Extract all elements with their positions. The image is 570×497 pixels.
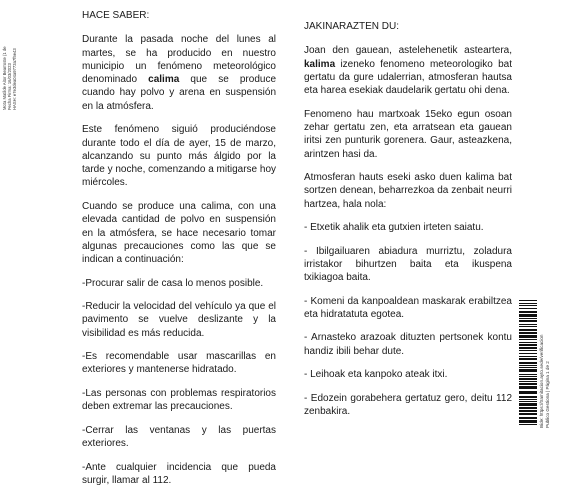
spanish-heading: HACE SABER: <box>82 10 150 21</box>
barcode-bar <box>519 410 537 412</box>
barcode-bar <box>519 353 537 354</box>
barcode-bar <box>519 300 537 301</box>
barcode-bar <box>519 326 537 327</box>
barcode-bar <box>519 329 537 331</box>
barcode-bar <box>519 342 537 343</box>
verification-barcode <box>519 300 537 426</box>
barcode-bar <box>519 407 537 409</box>
basque-item: - Arnasteko arazoak dituzten pertsonek kontu handiz ibili behar dute. <box>304 332 512 357</box>
barcode-bar <box>519 401 537 402</box>
barcode-bar <box>519 374 537 375</box>
basque-keyword: kalima <box>304 58 336 70</box>
barcode-bar <box>519 314 537 317</box>
basque-item: - Etxetik ahalik eta gutxien irteten saiatu. <box>304 222 484 234</box>
barcode-bar <box>519 369 537 372</box>
barcode-caption <box>539 296 567 428</box>
barcode-bar <box>519 324 537 325</box>
spanish-item: -Es recomendable usar mascarillas en exteriores y mantenerse hidratado. <box>82 351 276 376</box>
barcode-bar <box>519 417 537 419</box>
basque-item: - Edozein gorabehera gertatuz gero, deitu 112 zenbakira. <box>304 392 512 418</box>
stamp-date: Fecha Firma: 16/03/2023 <box>7 63 12 110</box>
barcode-bar <box>519 403 537 406</box>
barcode-bar <box>519 311 537 313</box>
barcode-bar <box>519 378 537 380</box>
barcode-bar <box>519 413 537 415</box>
barcode-bar <box>519 347 537 349</box>
spanish-item: -Las personas con problemas respiratorios deben extremar las precauciones. <box>82 387 276 413</box>
spanish-item: -Procurar salir de casa lo menos posible. <box>82 277 264 289</box>
barcode-bar <box>519 303 537 304</box>
basque-paragraph-3: Atmosferan hauts eseki asko duen kalima bat sortzen denean, beharrezkoa da zenbait neurri hartzea, hala nola: <box>304 172 512 210</box>
signature-stamp <box>2 4 16 110</box>
basque-column <box>304 9 512 429</box>
barcode-bar <box>519 350 537 351</box>
spanish-keyword: calima <box>148 74 180 86</box>
barcode-bar <box>519 367 537 368</box>
basque-item: - Komeni da kanpoaldean maskarak erabiltzea eta hidratatuta egotea. <box>304 295 512 320</box>
basque-paragraph-1: Joan den gauean, astelehenetik asteartera, kalima izeneko fenomeno meteorologiko bat gertatu da gure udalerrian, atmosferan hautsa eta harea esekiak daudelarik gertatu ohi dena. <box>304 45 512 97</box>
barcode-bar <box>519 424 537 425</box>
spanish-column <box>82 9 276 497</box>
barcode-bar <box>519 396 537 398</box>
barcode-bar <box>519 386 537 389</box>
spanish-paragraph-2: Este fenómeno siguió produciéndose durante todo el día de ayer, 15 de marzo, alcanzando su punto más álgido por la tarde y noche, comenzando a mitigarse hoy miércoles. <box>82 124 276 189</box>
barcode-bar <box>519 356 537 357</box>
spanish-item: -Reducir la velocidad del vehículo ya que el pavimento se vuelve deslizante y la visibilidad es más reducida. <box>82 301 276 339</box>
barcode-bar <box>519 383 537 385</box>
barcode-bar <box>519 362 537 364</box>
barcode-bar <box>519 358 537 360</box>
barcode-bar <box>519 365 537 366</box>
barcode-bar <box>519 318 537 319</box>
stamp-hash: HASH: e7e3dea04a9773a7f5e43 <box>12 48 17 110</box>
barcode-bar <box>519 420 537 423</box>
barcode-bar <box>519 399 537 400</box>
barcode-bar <box>519 320 537 322</box>
barcode-bar <box>519 381 537 382</box>
barcode-bar <box>519 305 537 306</box>
basque-item: - Ibilgailuaren abiadura murriztu, zoladura irristakor bihurtzen baita eta ikuspena txikiagoa baita. <box>304 245 512 284</box>
basque-heading: JAKINARAZTEN DU: <box>304 21 400 32</box>
barcode-bar <box>519 332 537 334</box>
barcode-bar <box>519 339 537 340</box>
barcode-page: Publico Gestiona | Página 1 de 2 <box>544 361 550 428</box>
basque-item: - Leihoak eta kanpoko ateak itxi. <box>304 369 448 381</box>
spanish-paragraph-3: Cuando se produce una calima, con una elevada cantidad de polvo en suspensión en la atmósfera, se hace necesario tomar algunas precauciones como las que se indican a continuación: <box>82 200 276 266</box>
spanish-item: -Cerrar las ventanas y las puertas exteriores. <box>82 424 276 450</box>
basque-paragraph-2: Fenomeno hau martxoak 15eko egun osoan zehar gertatu zen, eta arratsean eta gauean iritsi zen punturik gorenera. Gaur, asteazkena, arintzen hasi da. <box>304 108 512 160</box>
stamp-signer: Mota Matilde Aitor Bearroste (1 de <box>2 46 7 110</box>
barcode-bar <box>519 344 537 346</box>
barcode-bar <box>519 335 537 338</box>
barcode-bar <box>519 391 537 394</box>
barcode-bar <box>519 308 537 309</box>
spanish-paragraph-1: Durante la pasada noche del lunes al martes, se ha producido en nuestro municipio un fenómeno meteorológico denominado calima que se produce cuando hay polvo y arena en suspensión en la atmósfera. <box>82 34 276 112</box>
barcode-bar <box>519 376 537 377</box>
spanish-item: -Ante cualquier incidencia que pueda surgir, llamar al 112. <box>82 461 276 486</box>
barcode-url: Bide: https://tramitacion.ayto.sede/verificacion <box>539 334 544 428</box>
